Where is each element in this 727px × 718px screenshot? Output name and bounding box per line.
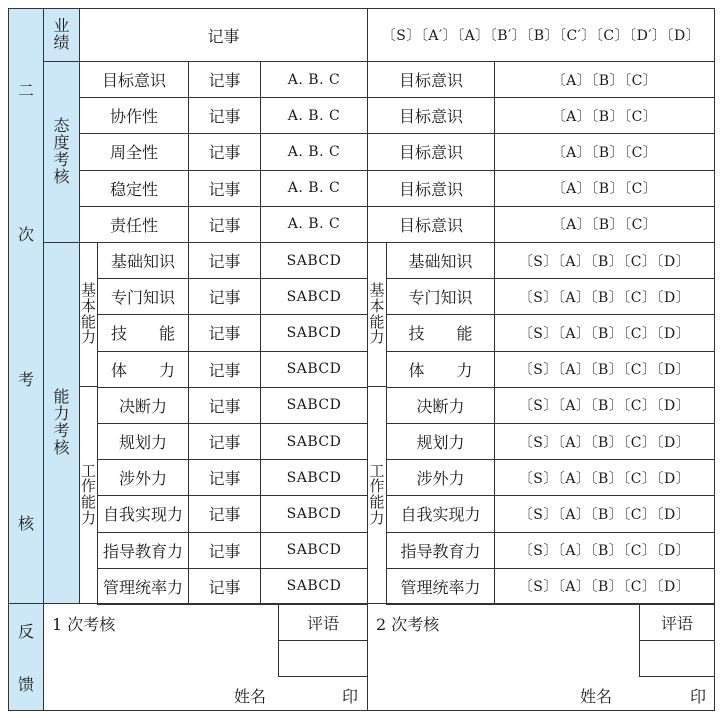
attitude-record [188,97,261,134]
basic-right-char: 力 [369,328,385,347]
ability-record [188,242,261,279]
ability-grades-text: SABCD [286,505,342,522]
ability-grades-text: SABCD [286,324,342,341]
ability-record-text: 记事 [208,577,241,597]
ability-grades-text: SABCD [286,433,342,450]
ability-item-second [386,532,495,569]
ability-item [97,532,189,569]
attitude-record [188,170,261,207]
ability-item [97,387,189,424]
attitude-label-char: 度 [53,133,70,153]
ability-scale [494,278,715,315]
attitude-item-second [367,170,495,207]
ability-item-second-text: 专门知识 [408,288,473,308]
ability-grades [260,242,368,279]
second-comment-box[interactable] [639,640,715,677]
ability-scale [494,351,715,388]
ability-scale [494,459,715,496]
attitude-item [79,61,189,98]
feedback-label-bottom: 馈 [17,675,34,694]
ability-grades-text: SABCD [286,469,342,486]
ability-scale-text: 〔S〕〔A〕〔B〕〔C〕〔D〕 [518,543,691,560]
ability-item-second [386,351,495,388]
ability-item-second [386,278,495,315]
ability-record-text: 记事 [208,324,241,344]
attitude-item [79,133,189,170]
ability-record-text: 记事 [208,433,241,453]
attitude-scale [494,170,715,207]
work-left-char: 力 [80,508,96,527]
attitude-grades [260,206,368,243]
ability-item-text: 管理统率力 [102,577,183,597]
first-comment-label [278,603,368,641]
ability-record-text: 记事 [208,396,241,416]
attitude-label-char: 态 [53,116,70,136]
ability-scale [494,532,715,569]
work-left-char: 作 [80,477,96,496]
ability-grades [260,423,368,460]
performance-scale-text: 〔S〕〔A′〕〔A〕〔B′〕〔B〕〔C′〕〔C〕〔D′〕〔D〕 [381,28,701,44]
ability-scale [494,495,715,532]
ability-record [188,314,261,351]
attitude-scale [494,133,715,170]
ability-item-text: 决断力 [118,396,167,416]
ability-scale-text: 〔S〕〔A〕〔B〕〔C〕〔D〕 [518,253,691,270]
attitude-grades [260,61,368,98]
ability-item-second [386,387,495,424]
header-record-text: 记事 [207,26,240,46]
basic-right-char: 基 [369,281,385,299]
ability-item-second-text: 涉外力 [416,469,465,489]
attitude-scale-text: 〔A〕〔B〕〔C〕 [551,72,658,89]
work-right-char: 工 [369,461,385,480]
ability-scale-text: 〔S〕〔A〕〔B〕〔C〕〔D〕 [518,289,691,306]
header-record [79,8,368,62]
second-seal-label: 印 [690,687,707,706]
attitude-item [79,97,189,134]
ability-item [97,351,189,388]
attitude-record-text: 记事 [208,143,241,163]
ability-grades [260,495,368,532]
attitude-item-second-text: 目标意识 [398,215,463,235]
first-name-label: 姓名 [234,687,267,706]
ability-scale-text: 〔S〕〔A〕〔B〕〔C〕〔D〕 [518,325,691,342]
ability-scale-text: 〔S〕〔A〕〔B〕〔C〕〔D〕 [518,398,691,415]
first-review-label: 1 次考核 [52,615,116,634]
ability-item-text: 体 力 [110,360,175,380]
ability-item [97,459,189,496]
attitude-label-char: 核 [53,166,70,186]
attitude-scale-text: 〔A〕〔B〕〔C〕 [551,217,658,234]
ability-record-text: 记事 [208,505,241,525]
side-label-char: 核 [17,514,34,534]
attitude-item-second [367,61,495,98]
attitude-grades-text: A. B. C [287,71,341,88]
attitude-item-second-text: 目标意识 [398,71,463,91]
ability-scale-text: 〔S〕〔A〕〔B〕〔C〕〔D〕 [518,362,691,379]
ability-item-second [386,568,495,605]
ability-item-second [386,314,495,351]
second-comment-text: 评语 [660,613,693,633]
ability-item-second-text: 体 力 [408,360,473,380]
side-label-char: 次 [17,225,34,245]
attitude-item-second-text: 目标意识 [398,107,463,127]
side-label-char: 考 [17,369,34,389]
attitude-grades-text: A. B. C [287,143,341,160]
ability-item-second-text: 指导教育力 [400,541,481,561]
ability-item [97,495,189,532]
ability-record [188,532,261,569]
work-ability-label-right [367,386,387,604]
ability-record [188,495,261,532]
ability-record [188,423,261,460]
ability-item-text: 技 能 [110,324,175,344]
performance-label [43,8,80,62]
feedback-label-cell [8,603,44,711]
attitude-item-second-text: 目标意识 [398,143,463,163]
attitude-record [188,133,261,170]
second-review-label: 2 次考核 [376,615,440,634]
ability-record [188,351,261,388]
ability-record [188,459,261,496]
ability-record-text: 记事 [208,360,241,380]
ability-item-second-text: 决断力 [416,396,465,416]
side-label-cell [8,8,44,604]
attitude-item-text: 责任性 [109,215,158,235]
ability-scale-text: 〔S〕〔A〕〔B〕〔C〕〔D〕 [518,579,691,596]
work-right-char: 作 [369,477,385,496]
ability-item [97,278,189,315]
attitude-item-text: 稳定性 [109,179,158,199]
basic-left-char: 力 [80,328,96,347]
attitude-item-text: 目标意识 [101,71,166,91]
ability-grades-text: SABCD [286,361,342,378]
attitude-grades-text: A. B. C [287,216,341,233]
attitude-record-text: 记事 [208,107,241,127]
ability-grades-text: SABCD [286,252,342,269]
attitude-item-second [367,206,495,243]
ability-record-text: 记事 [208,469,241,489]
ability-item-text: 专门知识 [110,288,175,308]
basic-left-char: 能 [80,312,96,331]
basic-left-char: 基 [80,281,96,299]
ability-grades [260,568,368,605]
ability-grades-text: SABCD [286,578,342,595]
work-left-char: 工 [80,461,96,480]
attitude-item-second [367,133,495,170]
ability-scale-text: 〔S〕〔A〕〔B〕〔C〕〔D〕 [518,434,691,451]
side-label-char: 二 [17,80,34,100]
ability-item-text: 指导教育力 [102,541,183,561]
attitude-item [79,170,189,207]
basic-ability-label-left [79,242,98,387]
attitude-group-label [43,61,80,243]
ability-scale [494,387,715,424]
ability-item-second-text: 基础知识 [408,252,473,272]
attitude-record-text: 记事 [208,179,241,199]
ability-item [97,314,189,351]
ability-item-second-text: 自我实现力 [400,505,481,525]
attitude-record-text: 记事 [208,215,241,235]
ability-scale [494,423,715,460]
attitude-record [188,61,261,98]
ability-item [97,568,189,605]
ability-grades [260,532,368,569]
attitude-scale-text: 〔A〕〔B〕〔C〕 [551,181,658,198]
attitude-scale-text: 〔A〕〔B〕〔C〕 [551,108,658,125]
ability-label-char: 考 [53,421,70,440]
second-name-label: 姓名 [580,687,613,706]
ability-label-char: 核 [53,437,70,457]
ability-scale [494,568,715,605]
first-seal-label: 印 [342,687,359,706]
basic-left-char: 本 [80,296,96,315]
attitude-scale [494,61,715,98]
ability-grades [260,387,368,424]
performance-label-char: 绩 [53,33,70,52]
ability-item-text: 规划力 [118,433,167,453]
attitude-record [188,206,261,243]
ability-scale [494,242,715,279]
ability-scale [494,314,715,351]
attitude-item-text: 协作性 [109,107,158,127]
ability-item [97,423,189,460]
ability-grades-text: SABCD [286,397,342,414]
ability-record-text: 记事 [208,252,241,272]
feedback-label-top: 反 [17,622,34,641]
ability-item-second-text: 技 能 [408,324,473,344]
attitude-scale [494,206,715,243]
attitude-grades [260,97,368,134]
ability-item-second [386,242,495,279]
attitude-record-text: 记事 [208,71,241,91]
ability-group-label [43,242,80,604]
work-left-char: 能 [80,493,96,511]
ability-scale-text: 〔S〕〔A〕〔B〕〔C〕〔D〕 [518,470,691,487]
ability-grades [260,278,368,315]
performance-label-char: 业 [53,16,70,36]
ability-label-char: 能 [53,387,70,407]
ability-item-text: 涉外力 [118,469,167,489]
attitude-grades [260,133,368,170]
ability-grades-text: SABCD [286,542,342,559]
ability-item [97,242,189,279]
ability-grades [260,314,368,351]
work-right-char: 能 [369,493,385,511]
ability-grades [260,459,368,496]
second-comment-label [639,603,715,641]
attitude-item-text: 周全性 [109,143,158,163]
attitude-label-char: 考 [53,150,70,169]
attitude-item-second-text: 目标意识 [398,179,463,199]
attitude-grades [260,170,368,207]
ability-record [188,278,261,315]
ability-item-second-text: 管理统率力 [400,577,481,597]
attitude-grades-text: A. B. C [287,180,341,197]
ability-record-text: 记事 [208,541,241,561]
attitude-item-second [367,97,495,134]
ability-item-second [386,423,495,460]
basic-right-char: 能 [369,312,385,331]
attitude-item [79,206,189,243]
ability-label-char: 力 [53,404,70,424]
ability-scale-text: 〔S〕〔A〕〔B〕〔C〕〔D〕 [518,506,691,523]
ability-record [188,568,261,605]
ability-item-text: 基础知识 [110,252,175,272]
attitude-grades-text: A. B. C [287,107,341,124]
basic-ability-label-right [367,242,387,387]
ability-grades [260,351,368,388]
basic-right-char: 本 [369,296,385,315]
ability-item-second [386,459,495,496]
work-right-char: 力 [369,508,385,527]
ability-grades-text: SABCD [286,288,342,305]
attitude-scale-text: 〔A〕〔B〕〔C〕 [551,144,658,161]
ability-record-text: 记事 [208,288,241,308]
ability-item-second-text: 规划力 [416,433,465,453]
attitude-scale [494,97,715,134]
first-comment-text: 评语 [306,613,339,633]
performance-scale [367,8,715,62]
first-comment-box[interactable] [278,640,368,677]
ability-item-text: 自我实现力 [102,505,183,525]
work-ability-label-left [79,386,98,604]
ability-item-second [386,495,495,532]
ability-record [188,387,261,424]
